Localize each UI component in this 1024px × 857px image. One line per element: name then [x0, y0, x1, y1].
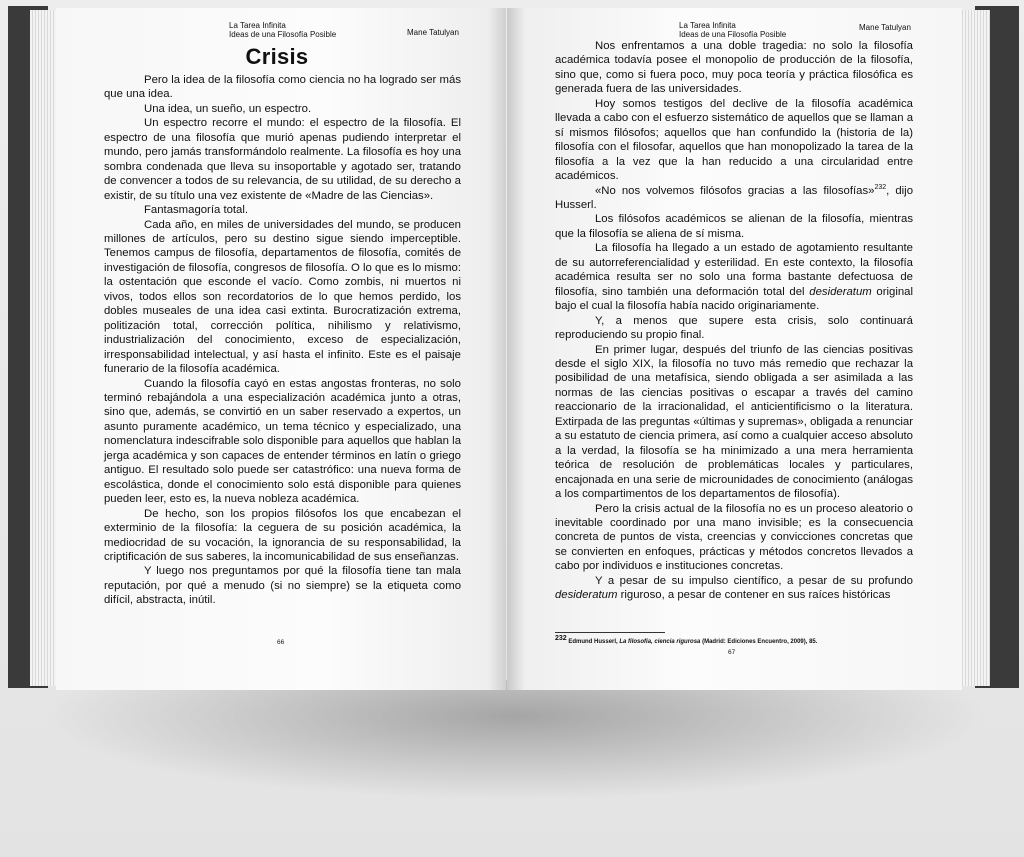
footnote-text: Edmund Husserl, [566, 639, 620, 645]
footnote-mark: 232 [555, 635, 567, 642]
footnote-text: (Madrid: Ediciones Encuentro, 2009), 85. [700, 639, 818, 645]
running-title-line1: La Tarea Infinita [229, 21, 286, 30]
paragraph: En primer lugar, después del triunfo de las ciencias positivas desde el siglo XIX, la filosofía no tuvo más remedio que rechazar la posibilidad de una metafísica, siendo obligada a ser asimilada a las normas de las ciencias positivas o escapar a través del camino reaccionario de la irracionalidad, el anticientificismo o la literatura. Extirpada de las preguntas «últimas y supremas», obligada a renunciar a su estatuto de ciencia primera, así como a cualquier acceso absoluto a la verdad, la filosofía se ha minimizado a una mera herramienta teórica de resolución de problemáticas locales y particulares, encajonada en una serie de microunidades de conocimiento (análogas a los compartimentos de los departamentos de filosofía). [555, 343, 913, 501]
paragraph: Pero la idea de la filosofía como ciencia no ha logrado ser más que una idea. [104, 74, 461, 101]
paragraph [555, 241, 913, 313]
paragraph: Y luego nos preguntamos por qué la filosofía tiene tan mala reputación, por qué a menudo (si no siempre) se la etiqueta como difícil, abstracta, inútil. [104, 565, 461, 607]
paragraph: Un espectro recorre el mundo: el espectro de la filosofía. El espectro de una filosofía que murió apenas pudiendo interpretar el mundo, pero jamás transformándolo realmente. La filosofía es hoy una sombra condenada que lleva su insoportable y agotado ser, tratando de convencer a todos de su relevancia, de su utilidad, de su derecho a existir, de su título una vez existente de «Madre de las Ciencias». [104, 117, 461, 202]
paragraph: Fantasmagoría total. [144, 204, 249, 217]
left-page [56, 8, 506, 690]
text-run: riguroso, a pesar de contener en sus raíces históricas [617, 589, 891, 602]
quote-text: «No nos volvemos filósofos gracias a las filosofías» [595, 184, 875, 197]
page-number: 67 [728, 649, 736, 656]
left-page-body [104, 73, 461, 608]
running-title [679, 21, 786, 39]
running-title-line1: La Tarea Infinita [679, 21, 736, 30]
paragraph: Los filósofos académicos se alienan de la filosofía, mientras que la filosofía se aliena de sí misma. [555, 213, 913, 240]
footnote-title: La filosofía, ciencia rigurosa [619, 639, 701, 645]
paragraph: De hecho, son los propios filósofos los que encabezan el exterminio de la filosofía: la ceguera de su posición académica, la mediocridad de su vocación, la ignorancia de su responsabilidad, la criptificación de sus saberes, la incomunicabilidad de sus enseñanzas. [104, 507, 461, 563]
running-author: Mane Tatulyan [407, 28, 459, 37]
paragraph: Una idea, un sueño, un espectro. [144, 102, 312, 115]
text-run: La filosofía ha llegado a un estado de agotamiento resultante de su autorreferencialidad y esterilidad. En este contexto, la filosofía académica resulta ser no solo una forma bastante defectuosa de filosofía, sino también una deformación total del [555, 242, 913, 298]
chapter-heading: Crisis [245, 44, 309, 69]
paragraph: Hoy somos testigos del declive de la filosofía académica llevada a cabo con el esfuerzo sistemático de aquellos que se llaman a sí mismos filósofos; aquellos que han confundido la (historia de la) filosofía con el filosofar, aquellos que han monopolizado la tarea de la filosofía a la vez que la han reducido a una circularidad entre académicos. [555, 97, 913, 183]
running-title-line2: Ideas de una Filosofía Posible [229, 30, 337, 39]
paragraph-with-note [555, 184, 913, 213]
paragraph: Pero la crisis actual de la filosofía no es un proceso aleatorio o inevitable coordinado por una mano invisible; es la consecuencia concreta de puntos de vista, creencias y convicciones concretas que se convierten en enfoques, prácticas y métodos concretos llevados a cabo por individuos e instituciones concretas. [555, 502, 913, 573]
running-title-line2: Ideas de una Filosofía Posible [679, 30, 787, 39]
book-shadow [40, 680, 990, 800]
footnote [555, 635, 818, 645]
paragraph: Nos enfrentamos a una doble tragedia: no solo la filosofía académica todavía posee el monopolio de producción de la filosofía, sino que, como si fuera poco, muy poca teoría y práctica filosófica es generada fuera de las universidades. [555, 40, 913, 96]
quote-attribution: , dijo Husserl. [555, 184, 914, 211]
text-run: Y a pesar de su impulso científico, a pesar de su profundo [595, 574, 913, 587]
right-page-body [555, 39, 913, 603]
paragraph: Y, a menos que supere esta crisis, solo continuará reproduciendo su propio final. [555, 314, 913, 342]
running-author: Mane Tatulyan [859, 23, 911, 32]
right-page-stack [960, 10, 990, 686]
paragraph: Cada año, en miles de universidades del mundo, se producen millones de artículos, pero su destino sigue siendo imperceptible. Tenemos campus de filosofía, departamentos de filosofía, comités de investigación de filosofía, congresos de filosofía. O lo que es lo mismo: la ostentación que esconde el vacío. Como zombis, ni muertos ni vivos, todos ellos son recordatorios de lo que hemos perdido, los dobles museales de una idea casi extinta. Burocratización extrema, politización total, corrección política, nihilismo y relativismo, industrialización del conocimiento, exceso de especialización, irresponsabilidad intelectual, y así hasta el infinito. Este es el paisaje funerario de la filosofía académica. [104, 218, 461, 376]
italic-term: desideratum [555, 589, 618, 602]
footnote-reference: 232 [874, 183, 887, 191]
page-number: 66 [277, 639, 285, 646]
footnote-divider [555, 632, 665, 633]
paragraph: Cuando la filosofía cayó en estas angostas fronteras, no solo terminó rebajándola a una especialización académica junto a otras, sino que, además, se convirtió en un saber reservado a expertos, un asunto puramente académico, un tema técnico y especializado, una nomenclatura indescifrable solo disponible para aquellos que hablan la jerga académica y son capaces de entender términos en latín o griego antiguo. El resultado solo puede ser catastrófico: una nueva forma de escolástica, donde el conocimiento solo está disponible para quienes pueden leer, esto es, la nueva nobleza académica. [104, 377, 461, 506]
text-run: original bajo el cual la filosofía había nacido originariamente. [555, 285, 913, 313]
right-page [507, 8, 962, 690]
running-title [229, 21, 336, 39]
paragraph [555, 574, 913, 603]
italic-term: desideratum [809, 285, 872, 298]
left-page-stack [30, 10, 56, 686]
